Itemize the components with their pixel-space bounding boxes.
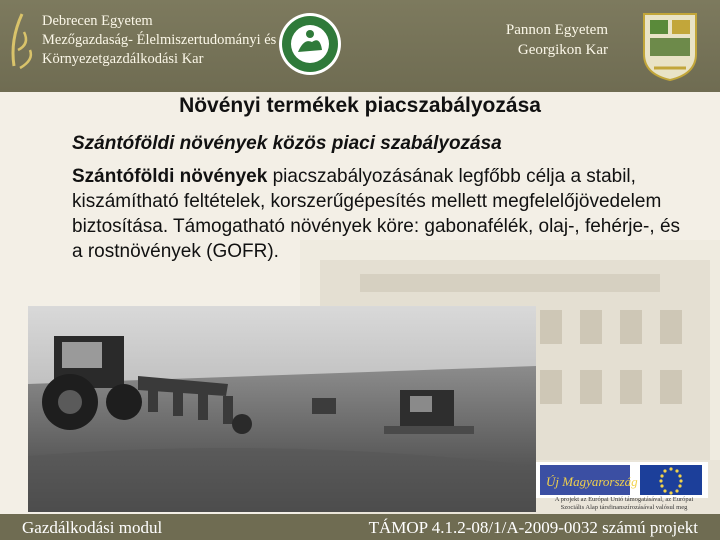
svg-text:Új Magyarország: Új Magyarország	[546, 474, 638, 489]
slide-subtitle: Szántóföldi növények közös piaci szabályozása	[72, 133, 502, 154]
body-bold-lead: Szántóföldi növények	[72, 166, 268, 187]
georgikon-crest-icon	[640, 8, 700, 84]
debrecen-logo-icon	[8, 10, 36, 72]
header-band	[0, 0, 720, 92]
faculty-name-left	[42, 12, 276, 69]
eu-caption-line-1: A projekt az Európai Unió támogatásával, az Európai	[554, 496, 694, 503]
eu-funding-caption	[528, 496, 720, 512]
right-line-2: Georgikon Kar	[517, 42, 608, 58]
slide-body	[72, 164, 682, 264]
left-line-3: Környezetgazdálkodási Kar	[42, 51, 204, 67]
farm-machinery-photo	[28, 306, 536, 512]
left-line-1: Debrecen Egyetem	[42, 13, 153, 29]
slide-title: Növényi termékek piacszabályozása	[179, 94, 541, 117]
faculty-name-right	[506, 20, 608, 60]
right-line-1: Pannon Egyetem	[505, 22, 608, 38]
eu-caption-line-2: Szociális Alap társfinanszírozásával valósul meg	[560, 504, 688, 511]
left-line-2: Mezőgazdaság- Élelmiszertudományi és	[42, 32, 277, 48]
university-seal-icon	[278, 12, 342, 76]
footer-module-name: Gazdálkodási modul	[22, 518, 163, 537]
body-text-rest: piacszabályozásának legfőbb célja a stabil, kiszámítható feltételek, korszerűgépesítés mellett megfelelőjövedelem biztosítása. Támogatható növények köre: gabonafélék, olaj-, fehérje-, és a rostnövények (GOFR).	[72, 166, 681, 262]
footer-project-id: TÁMOP 4.1.2-08/1/A-2009-0032 számú projekt	[368, 518, 698, 537]
footer-band	[0, 514, 720, 540]
